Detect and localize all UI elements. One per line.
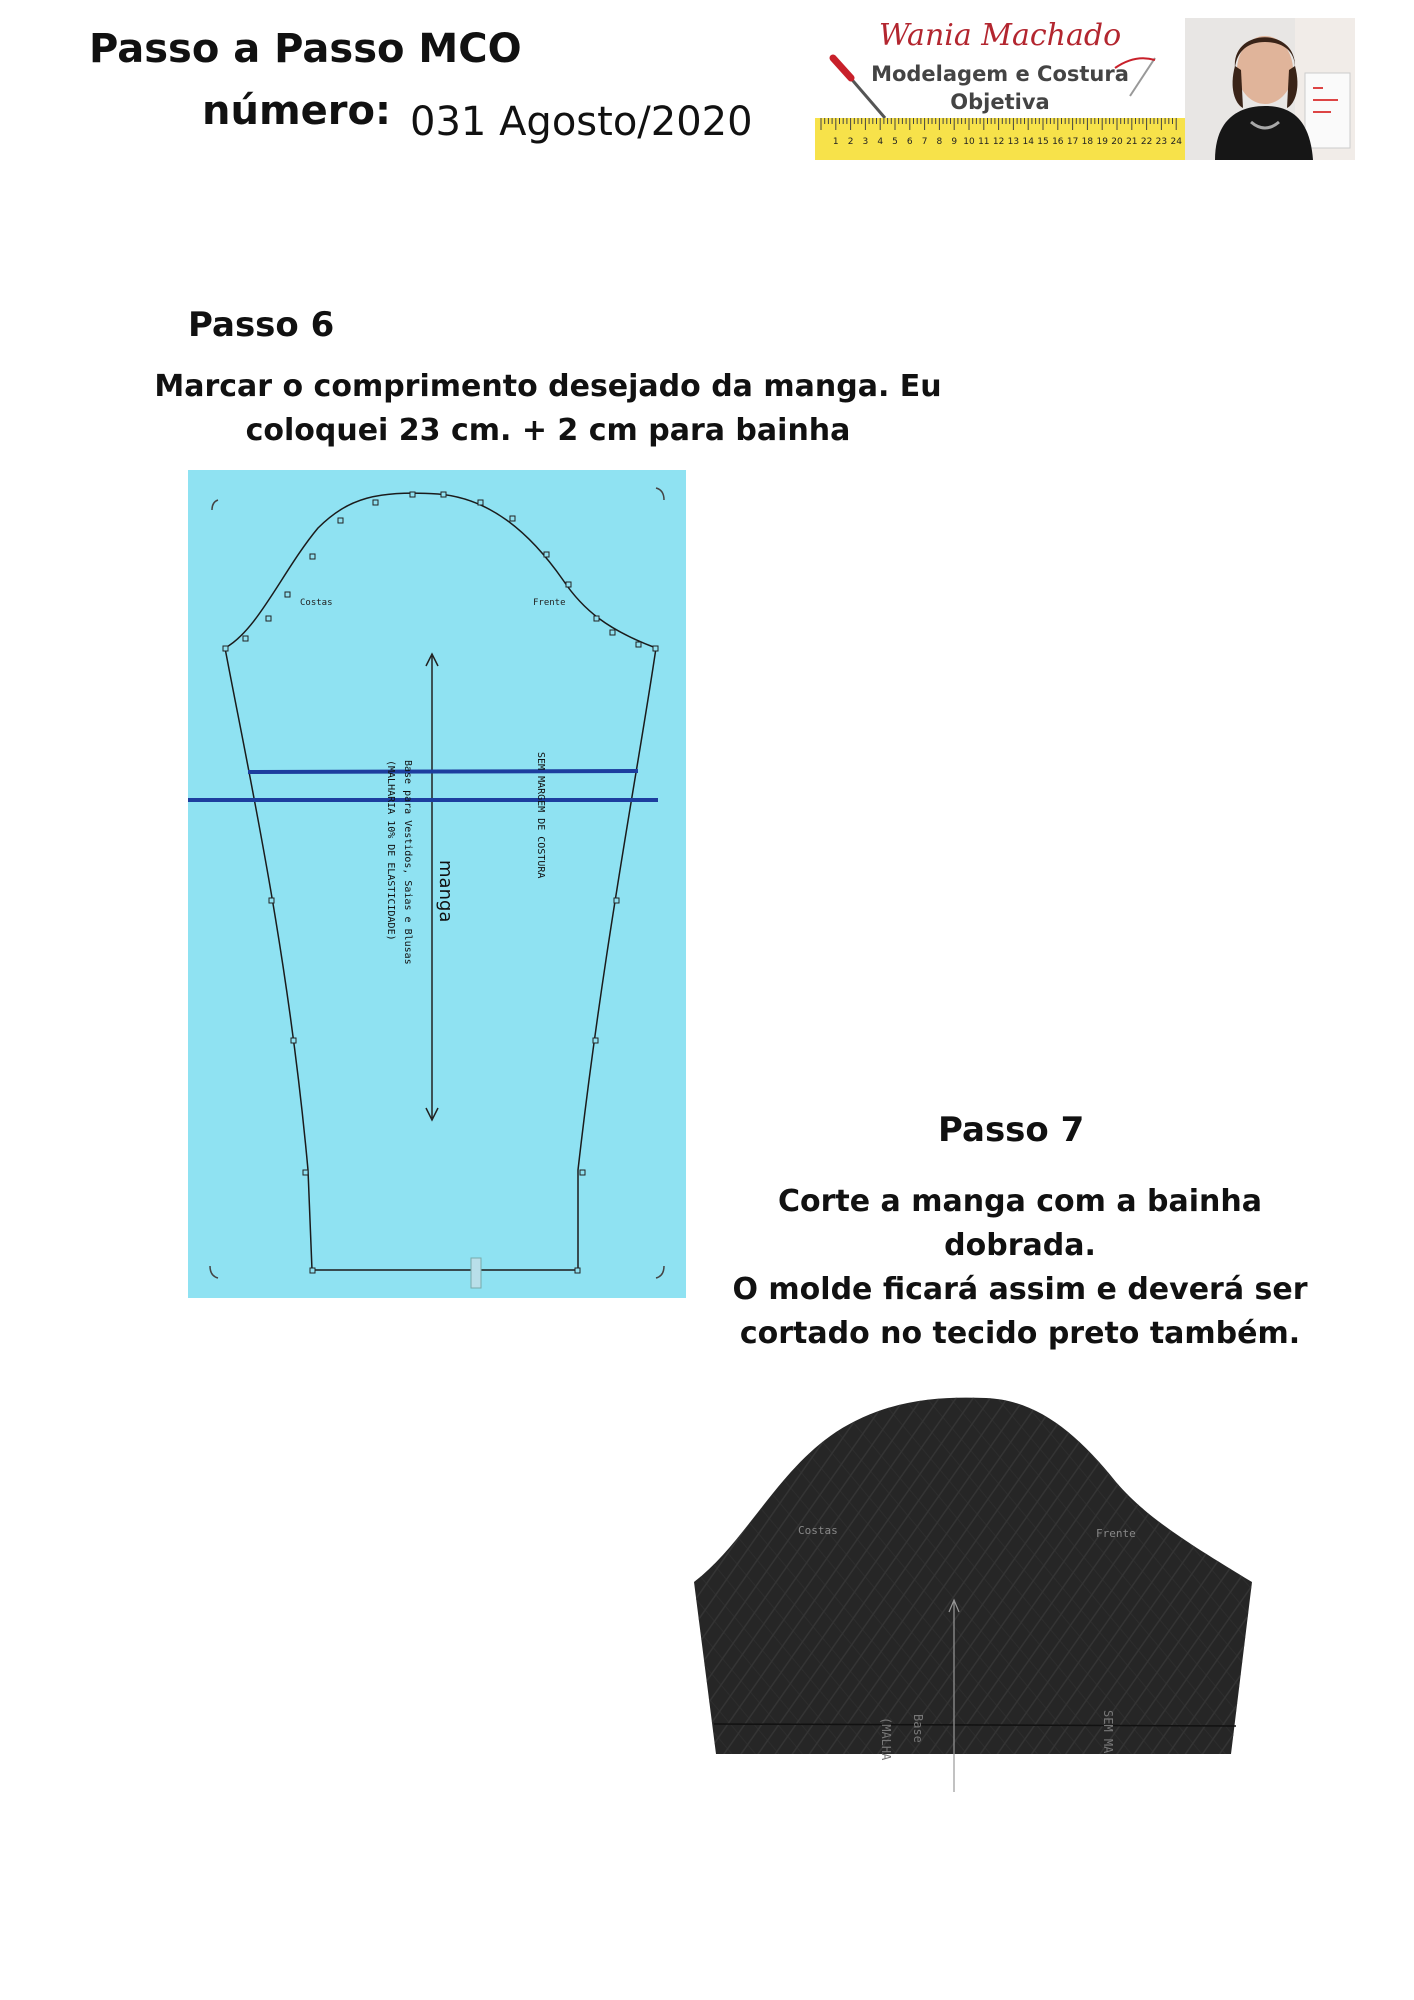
ruler-number: 7	[921, 137, 928, 147]
step-6-instructions	[148, 365, 948, 453]
label-seam: SEM MARGEM DE COSTURA	[535, 752, 546, 879]
label-manga: manga	[435, 860, 456, 923]
ruler-number: 6	[906, 137, 913, 147]
ruler-number: 20	[1111, 137, 1123, 147]
number-label: número:	[202, 88, 391, 134]
label-malha-fragment: (MALHA	[879, 1717, 893, 1761]
author-photo	[1185, 18, 1355, 160]
logo-script-name: Wania Machado	[878, 18, 1122, 53]
ruler-number: 22	[1140, 137, 1153, 147]
brand-logo	[815, 18, 1185, 160]
step-7-heading: Passo 7	[938, 1110, 1085, 1150]
label-front-black: Frente	[1096, 1527, 1136, 1540]
step-7-instructions	[730, 1180, 1310, 1356]
ruler-number: 14	[1022, 137, 1034, 147]
ruler-number: 8	[936, 137, 943, 147]
step-6-heading: Passo 6	[188, 305, 335, 345]
logo-subtitle: Modelagem e Costura	[871, 62, 1129, 86]
ruler-number: 23	[1155, 137, 1168, 147]
label-back: Costas	[300, 598, 333, 608]
label-base-fragment: Base	[911, 1714, 925, 1743]
logo-subtitle-2: Objetiva	[950, 90, 1050, 114]
sleeve-pattern-blue	[188, 470, 686, 1298]
ruler-number: 5	[892, 137, 898, 147]
step-7-line: Corte a manga com a bainha	[777, 1184, 1262, 1219]
ruler-number: 19	[1096, 137, 1108, 147]
ruler-number: 10	[963, 137, 975, 147]
ruler-number: 11	[978, 137, 990, 147]
step-7-line: O molde ficará assim e deverá ser	[732, 1272, 1308, 1307]
label-seam-fragment: SEM MA	[1101, 1710, 1115, 1754]
ruler-number: 12	[992, 137, 1005, 147]
label-front: Frente	[533, 598, 566, 608]
step-6-line: Marcar o comprimento desejado da manga. Eu	[154, 369, 942, 404]
label-back-black: Costas	[798, 1524, 838, 1537]
label-base: Base para Vestidos, Saias e Blusas	[402, 760, 413, 965]
ruler-number: 2	[847, 137, 854, 147]
ruler-number: 9	[951, 137, 958, 147]
step-6-line: coloquei 23 cm. + 2 cm para bainha	[245, 413, 851, 448]
ruler-number: 24	[1170, 137, 1182, 147]
ruler-number: 3	[862, 137, 869, 147]
sleeve-pattern-black	[686, 1392, 1256, 1792]
step-7-line: cortado no tecido preto também.	[739, 1316, 1301, 1351]
ruler-number: 1	[832, 137, 839, 147]
label-elasticity: (MALHARIA 10% DE ELASTICIDADE)	[385, 760, 396, 941]
number-value: 031 Agosto/2020	[410, 99, 753, 145]
step-7-line: dobrada.	[944, 1228, 1096, 1263]
ruler-number: 4	[877, 137, 884, 147]
ruler-number: 15	[1037, 137, 1049, 147]
ruler-number: 21	[1126, 137, 1138, 147]
measuring-tape-icon	[815, 118, 1185, 160]
document-title: Passo a Passo MCO	[89, 26, 522, 72]
ruler-number: 17	[1066, 137, 1079, 147]
ruler-number: 18	[1081, 137, 1094, 147]
ruler-number: 13	[1007, 137, 1020, 147]
ruler-number: 16	[1052, 137, 1064, 147]
